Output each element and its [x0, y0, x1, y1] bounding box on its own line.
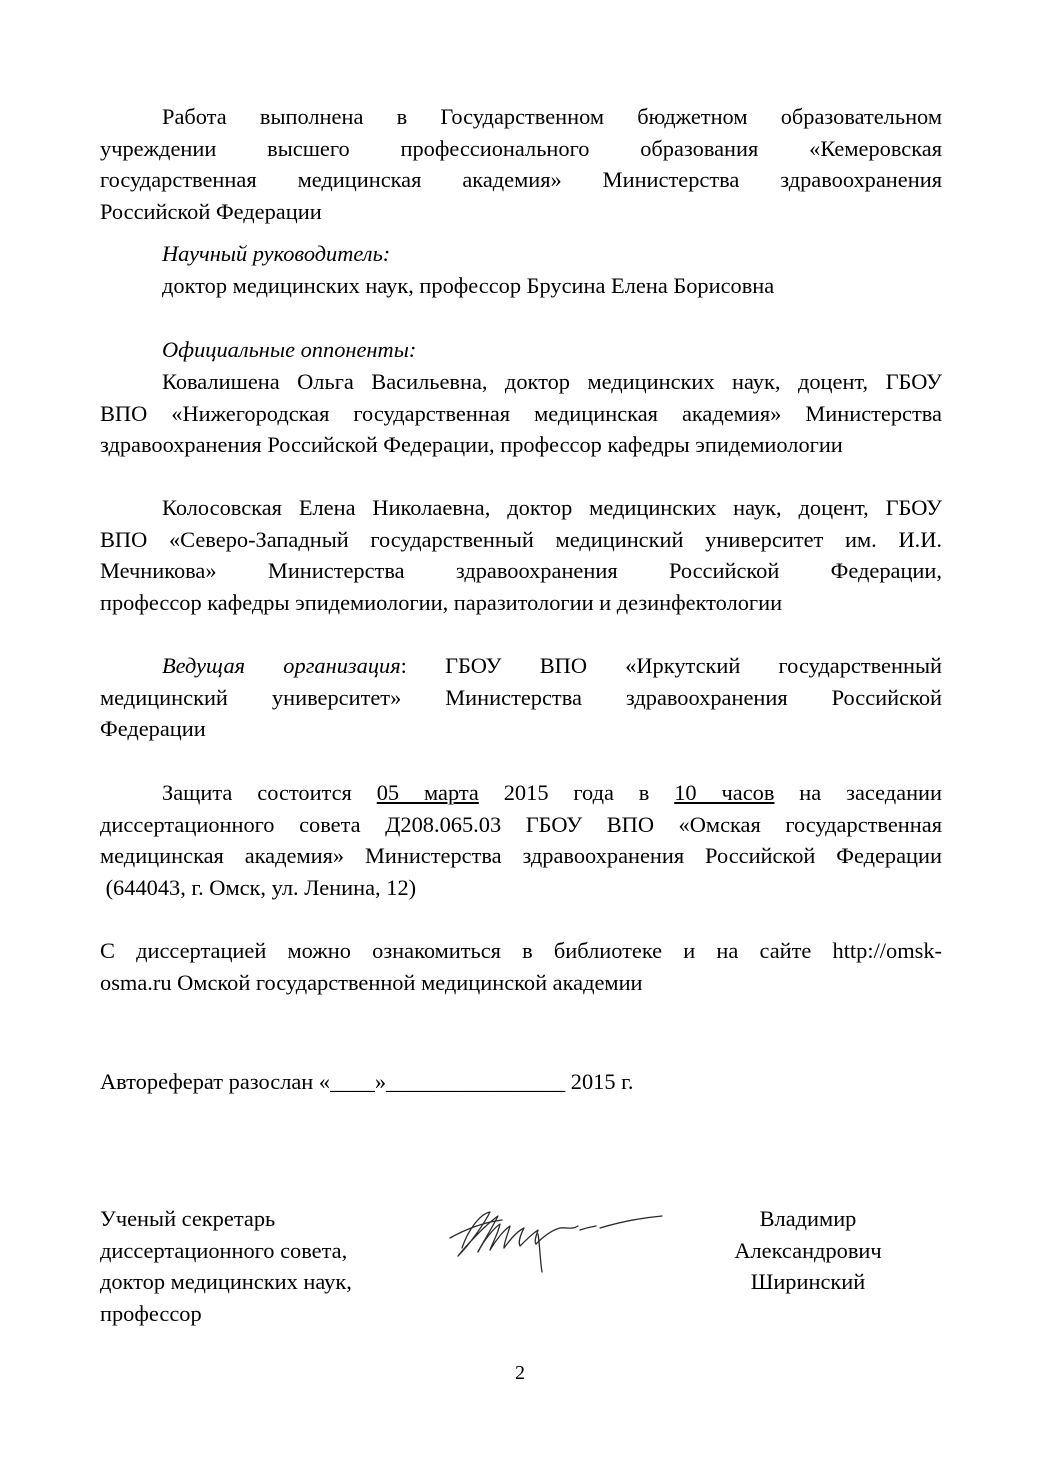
opponents-label: Официальные оппоненты: [162, 337, 417, 362]
sent-text: Автореферат разослан «____»________________ 2015 г. [100, 1069, 634, 1094]
supervisor-text: доктор медицинских наук, профессор Брусина Елена Борисовна [162, 272, 775, 298]
secretary-first-name: Владимир [759, 1206, 857, 1231]
sent-line [100, 1066, 942, 1098]
defense-pre: Защита состоится [162, 780, 377, 805]
opponent-2-line-3: Мечникова» Министерства здравоохранения Российской Федерации, [100, 558, 942, 583]
opponent-2-line-4: профессор кафедры эпидемиологии, паразитологии и дезинфектологии [100, 589, 783, 615]
supervisor-block [100, 238, 942, 301]
library-line-1: С диссертацией можно ознакомиться в библиотеке и на сайте http://omsk- [100, 938, 942, 963]
leading-org-label: Ведущая организация [162, 653, 401, 678]
signature-image [440, 1200, 670, 1280]
opponent-2-line-2: ВПО «Северо-Западный государственный медицинский университет им. И.И. [100, 526, 942, 552]
defense-line-2: диссертационного совета Д208.065.03 ГБОУ ВПО «Омская государственная [100, 811, 942, 837]
secretary-line-2: диссертационного совета, [100, 1237, 348, 1263]
leading-org-line-1 [100, 650, 942, 682]
opponent-1-paragraph [100, 366, 942, 461]
leading-org-line-2: медицинский университет» Министерства здравоохранения Российской [100, 684, 942, 710]
secretary-name-block [700, 1203, 916, 1298]
defense-mid: 2015 года в [478, 780, 675, 805]
secretary-line-1: Ученый секретарь [100, 1206, 276, 1231]
defense-date: 05 марта [376, 780, 479, 805]
opponent-1-line-2: ВПО «Нижегородская государственная медицинская академия» Министерства [100, 400, 942, 426]
secretary-patronymic: Александрович [734, 1237, 882, 1263]
opponent-2-paragraph [100, 492, 942, 618]
secretary-title-block [100, 1203, 352, 1329]
opponent-1-line-3: здравоохранения Российской Федерации, профессор кафедры эпидемиологии [100, 432, 843, 457]
intro-line-1: Работа выполнена в Государственном бюджетном образовательном [162, 104, 942, 129]
intro-paragraph [100, 101, 942, 227]
library-paragraph [100, 935, 942, 998]
page-number: 2 [515, 1362, 525, 1384]
intro-line-4: Российской Федерации [100, 198, 322, 224]
opponent-1-line-1: Ковалишена Ольга Васильевна, доктор медицинских наук, доцент, ГБОУ [162, 369, 942, 394]
library-line-2: osma.ru Омской государственной медицинской академии [100, 969, 643, 995]
defense-line-4: (644043, г. Омск, ул. Ленина, 12) [100, 874, 417, 900]
defense-line-3: медицинская академия» Министерства здравоохранения Российской Федерации [100, 843, 942, 868]
leading-org-line-3: Федерации [100, 716, 206, 741]
opponent-2-line-1: Колосовская Елена Николаевна, доктор медицинских наук, доцент, ГБОУ [162, 495, 942, 520]
leading-org-line-1-rest: : ГБОУ ВПО «Иркутский государственный [400, 653, 942, 678]
defense-line-1 [100, 777, 942, 809]
secretary-line-4: профессор [100, 1300, 202, 1326]
defense-paragraph [100, 777, 942, 903]
defense-post: на заседании [774, 780, 943, 805]
secretary-last-name: Ширинский [750, 1269, 866, 1294]
intro-line-2: учреждении высшего профессионального образования «Кемеровская [100, 135, 942, 161]
supervisor-label: Научный руководитель: [162, 241, 391, 266]
leading-org-paragraph [100, 650, 942, 745]
defense-time: 10 часов [674, 780, 775, 805]
secretary-line-3: доктор медицинских наук, [100, 1269, 352, 1294]
opponents-block [100, 334, 942, 366]
intro-line-3: государственная медицинская академия» Министерства здравоохранения [100, 167, 942, 192]
